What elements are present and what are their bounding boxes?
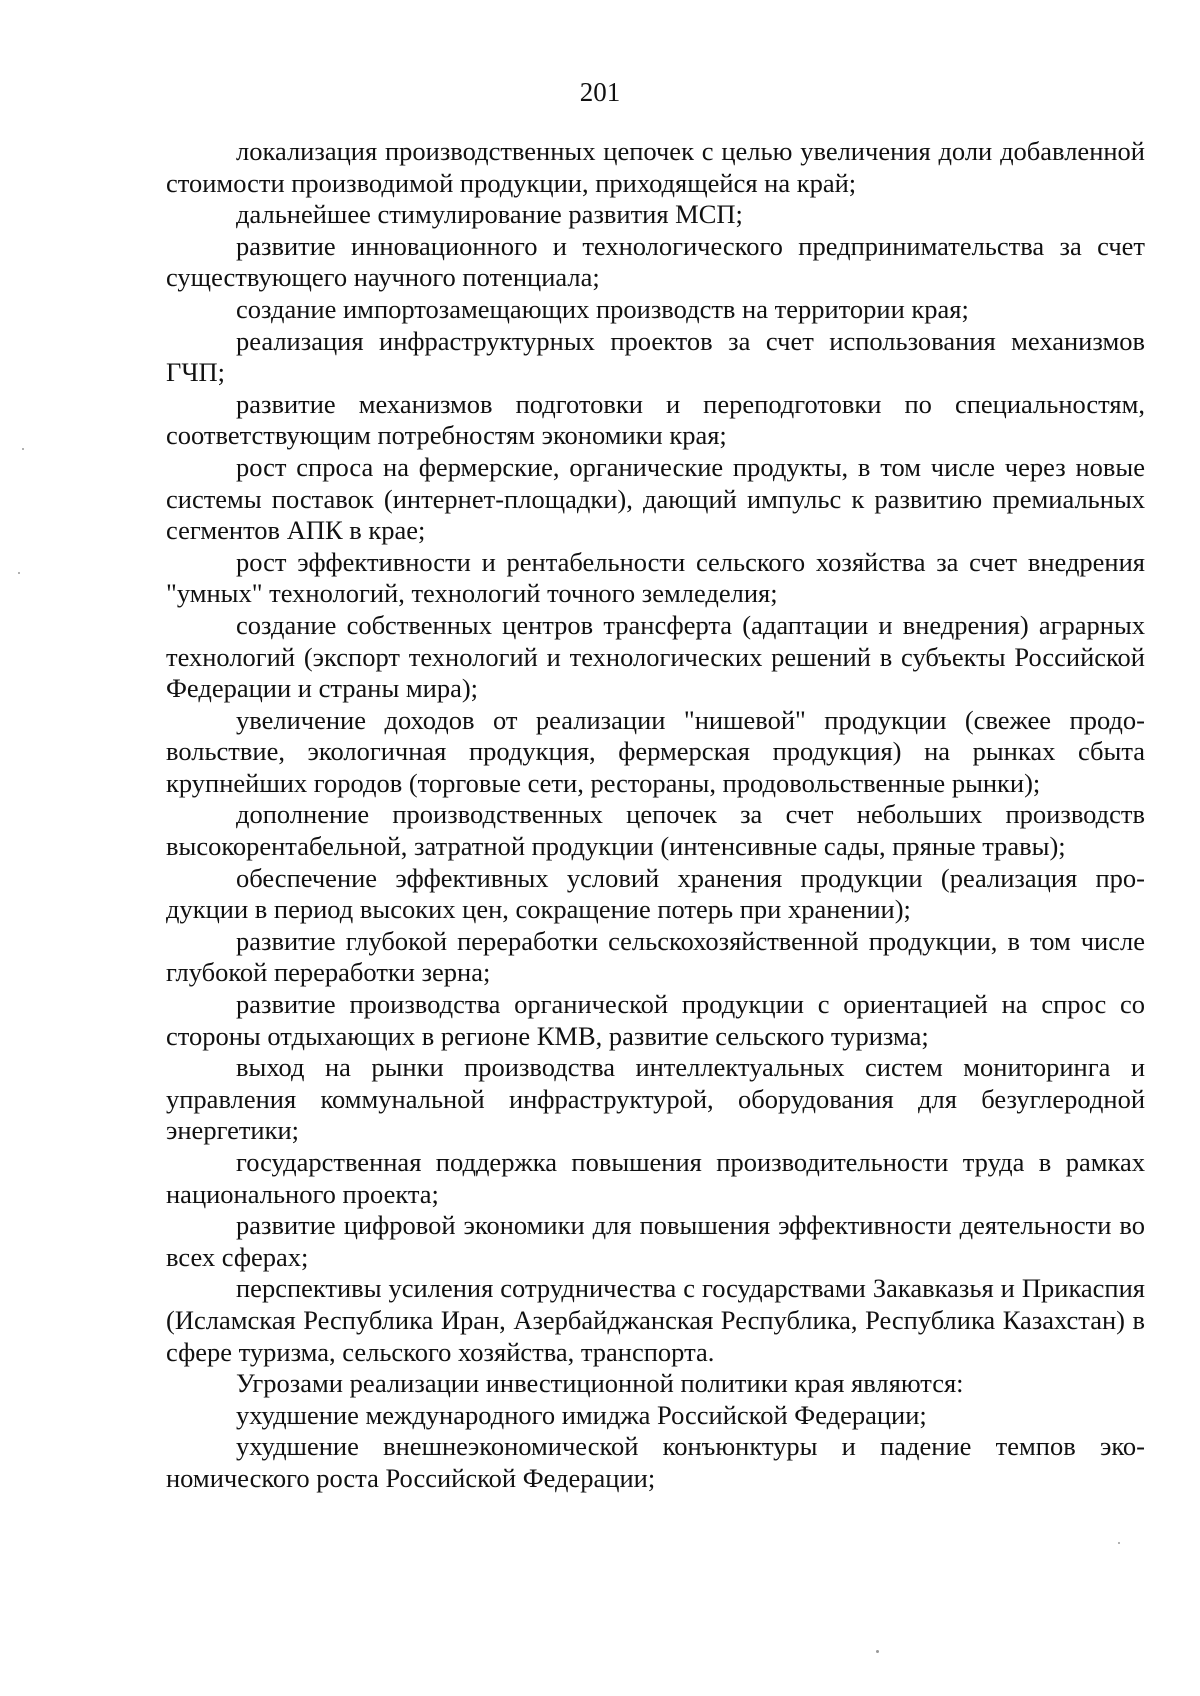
paragraph: развитие производства органической продукции с ориентацией на спрос со стороны отдыхающих в регионе КМВ, развитие сельского туризма; — [166, 989, 1145, 1051]
scan-speck — [18, 572, 20, 574]
paragraph: дополнение производственных цепочек за счет небольших производств высокорентабельной, затратной продукции (интенсивные сады, пряные травы); — [166, 799, 1145, 862]
paragraph: развитие инновационного и технологического предпринимательства за счет существующего научного потенциала; — [166, 230, 1145, 293]
paragraph: создание импортозамещающих производств на территории края; — [236, 293, 969, 324]
scan-speck — [1118, 1542, 1120, 1544]
document-body — [166, 136, 1145, 1495]
paragraph: перспективы усиления сотрудничества с государствами Закавказья и Прикаспия (Исламская Республика Иран, Азербайджанская Республика, Республика Казахстан) в сфере туризма, сельского хозяйства, транспорта. — [166, 1273, 1145, 1367]
paragraph: рост спроса на фермерские, органические продукты, в том числе через новые системы поставок (интернет-площадки), дающий импульс к развитию премиальных сегментов АПК в крае; — [166, 451, 1145, 546]
paragraph: выход на рынки производства интеллектуальных систем мониторинга и управления коммунальной инфраструктурой, оборудования для безуглеродной энергетики; — [166, 1052, 1145, 1146]
paragraph: государственная поддержка повышения производительности труда в рамках национального проекта; — [166, 1147, 1145, 1209]
paragraph: Угрозами реализации инвестиционной политики края являются: — [236, 1368, 964, 1399]
paragraph: обеспечение эффективных условий хранения продукции (реализация продукции в период высоких цен, сокращение потерь при хранении); — [166, 862, 1145, 925]
paragraph: развитие механизмов подготовки и переподготовки по специальностям, соответствующим потребностям экономики края; — [166, 388, 1145, 451]
paragraph: рост эффективности и рентабельности сельского хозяйства за счет внедрения "умных" технологий, технологий точного земледелия; — [166, 546, 1145, 609]
scan-speck — [22, 448, 24, 450]
paragraph: локализация производственных цепочек с целью увеличения доли добавленной стоимости производимой продукции, приходящейся на край; — [166, 136, 1145, 198]
page-number: 201 — [579, 77, 621, 107]
paragraph: создание собственных центров трансферта (адаптации и внедрения) аграрных технологий (экспорт технологий и технологических решений в субъекты Российской Федерации и страны мира); — [166, 609, 1145, 704]
paragraph: развитие глубокой переработки сельскохозяйственной продукции, в том числе глубокой переработки зерна; — [166, 925, 1145, 988]
paragraph: увеличение доходов от реализации "нишевой" продукции (свежее продовольствие, экологичная продукция, фермерская продукция) на рынках сбыта крупнейших городов (торговые сети, рестораны, продовольственные рынки); — [166, 704, 1145, 798]
paragraph: реализация инфраструктурных проектов за счет использования механизмов ГЧП; — [166, 325, 1145, 388]
paragraph: развитие цифровой экономики для повышения эффективности деятельности во всех сферах; — [166, 1210, 1145, 1272]
scan-speck — [876, 1650, 879, 1653]
paragraph: ухудшение внешнеэкономической конъюнктуры и падение темпов экономического роста Российской Федерации; — [166, 1431, 1145, 1493]
paragraph: ухудшение международного имиджа Российской Федерации; — [236, 1399, 927, 1430]
paragraph: дальнейшее стимулирование развития МСП; — [236, 199, 743, 230]
